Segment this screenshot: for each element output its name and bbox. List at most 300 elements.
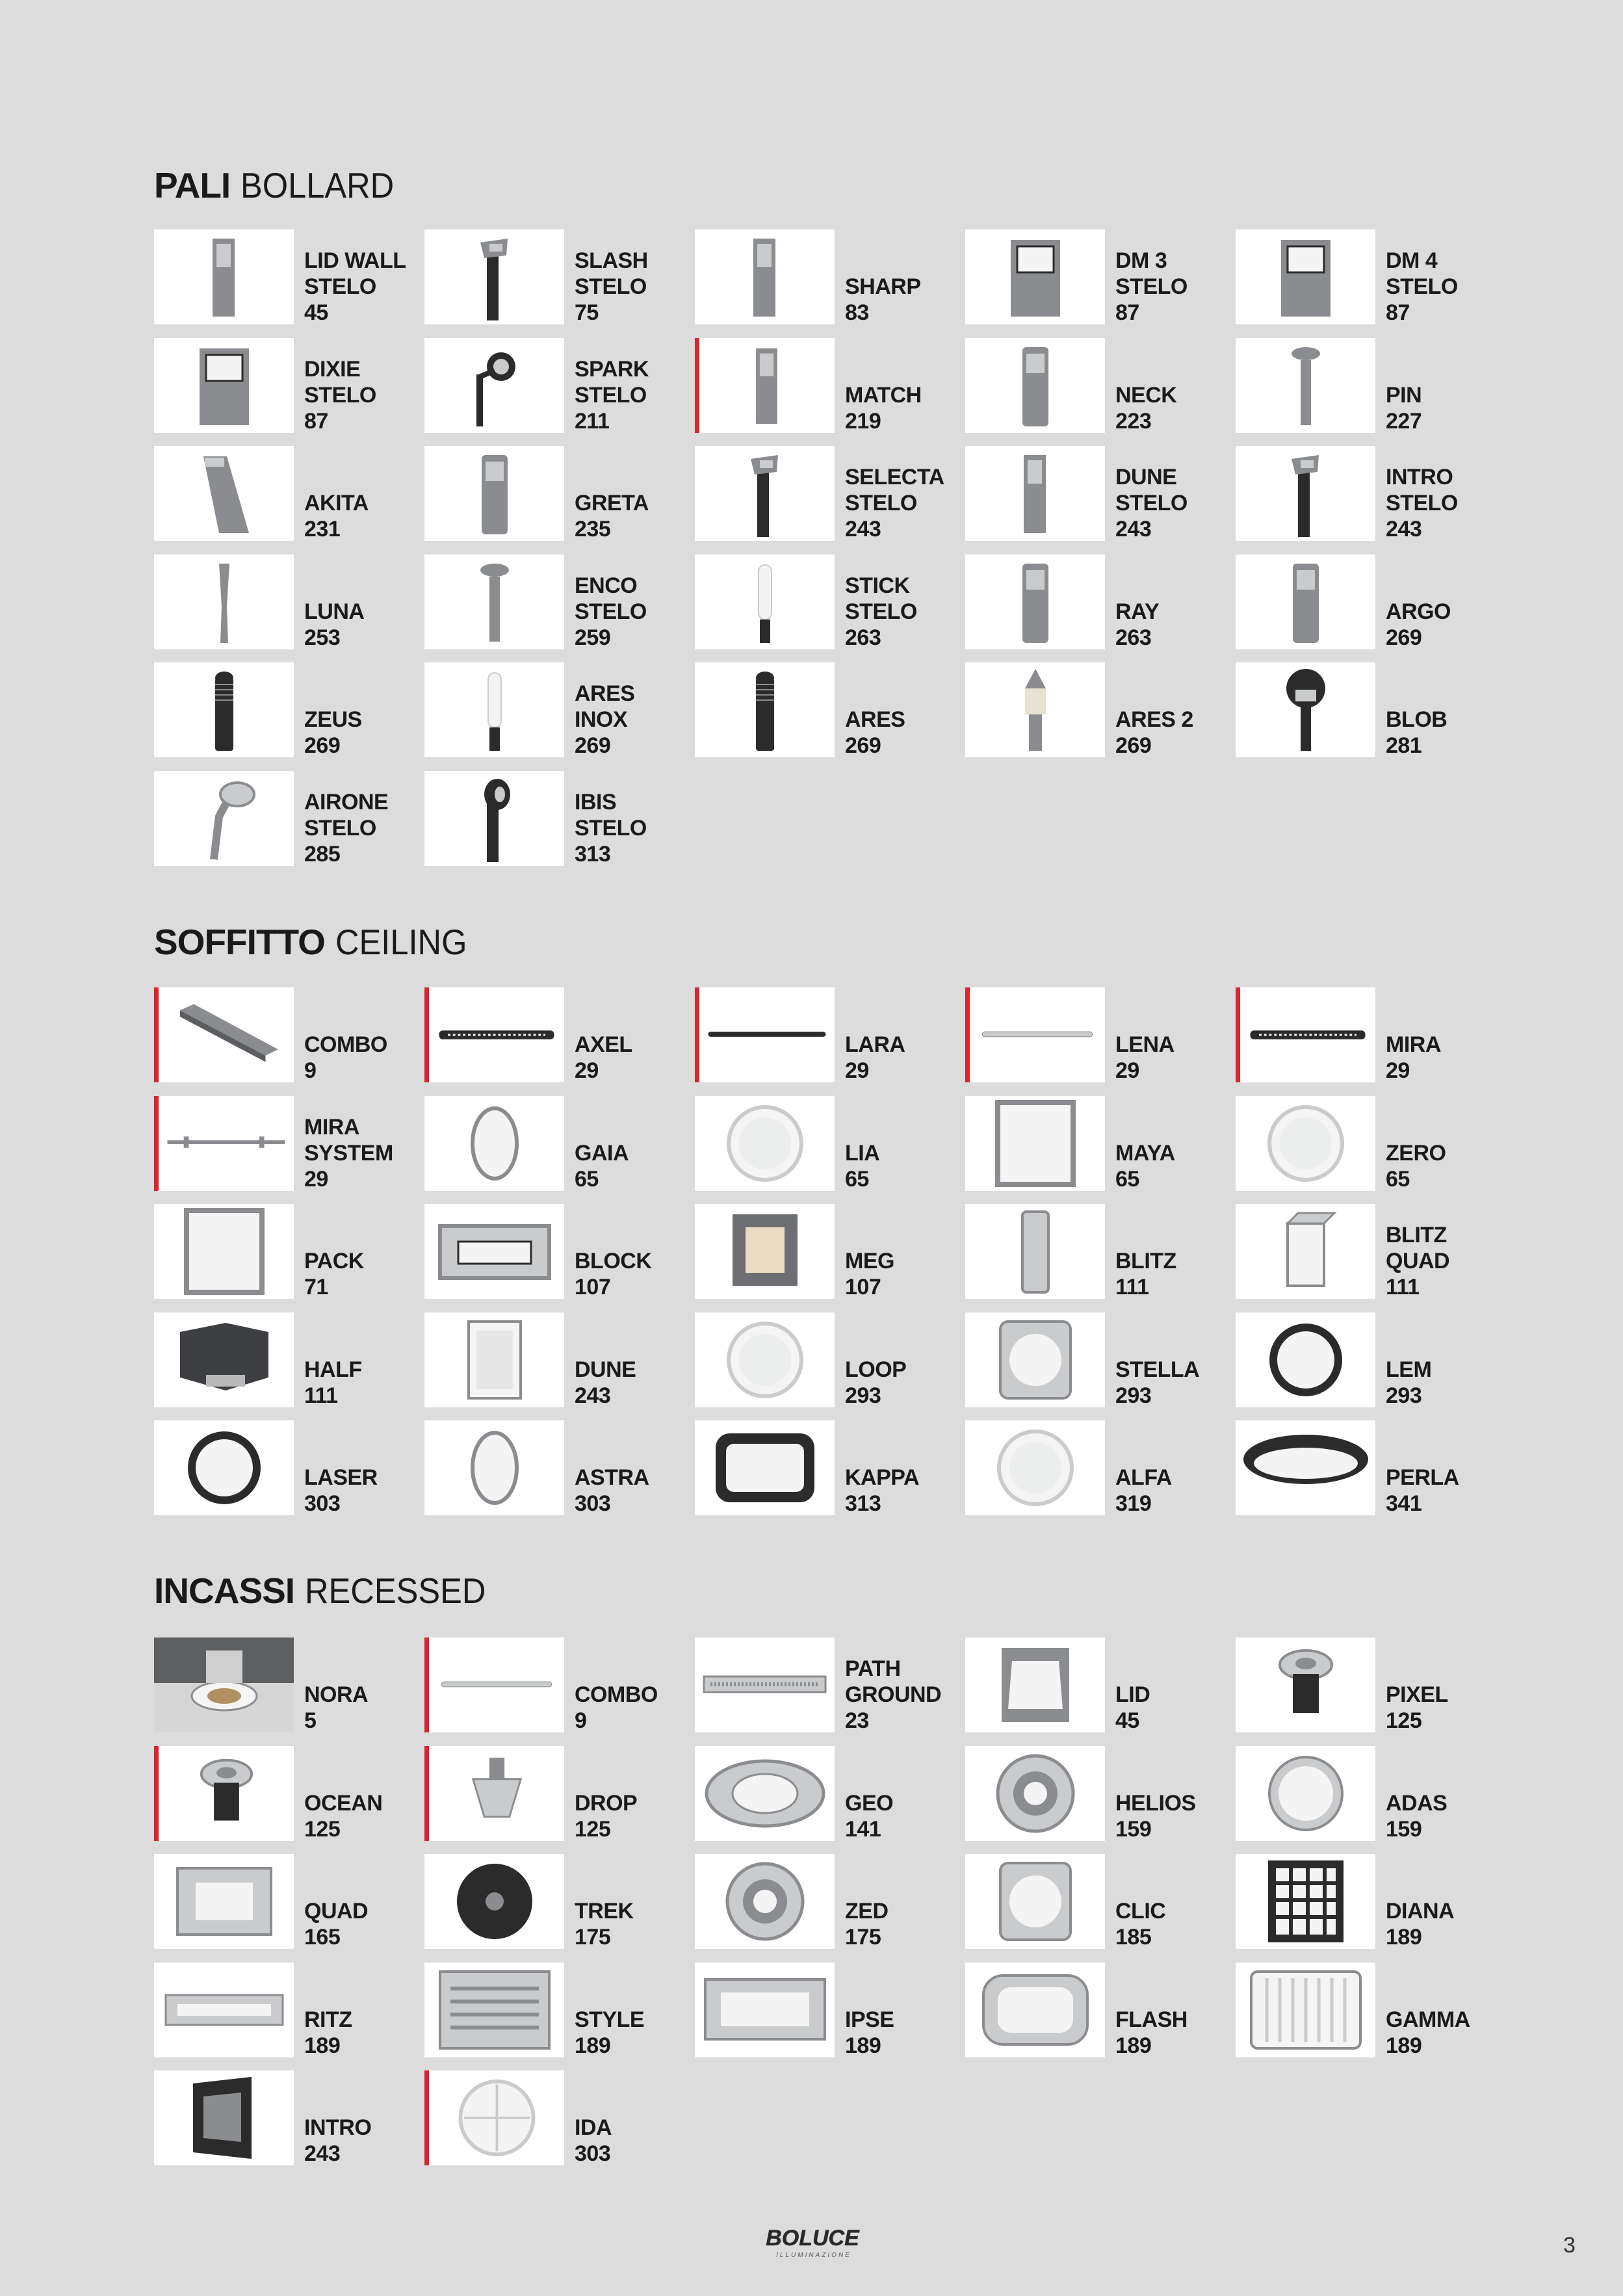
product-page: 253 (304, 625, 341, 650)
product-thumbnail (1236, 1746, 1375, 1841)
product-label (304, 1357, 362, 1409)
product-name: STELO (575, 382, 647, 408)
product-page: 259 (575, 625, 611, 650)
product-label (304, 707, 362, 759)
product-thumbnail (154, 987, 294, 1082)
product-item[interactable] (1236, 662, 1489, 757)
product-item[interactable] (154, 1312, 408, 1407)
product-label (304, 1465, 378, 1517)
product-item[interactable] (154, 2070, 408, 2165)
product-item[interactable] (154, 1637, 408, 1732)
product-name: STELO (1386, 274, 1458, 299)
product-thumbnail (424, 1963, 564, 2057)
logo-subtext: ILLUMINAZIONE (776, 2252, 851, 2259)
product-label (845, 707, 905, 759)
product-label (1115, 1682, 1150, 1734)
product-label (1115, 1140, 1175, 1192)
product-thumbnail (424, 1420, 564, 1515)
boluce-logo (754, 2223, 871, 2262)
product-label (575, 248, 648, 326)
product-thumbnail (424, 554, 564, 649)
product-label (575, 1682, 658, 1734)
product-thumbnail (424, 1204, 564, 1299)
product-name: TREK (575, 1899, 634, 1924)
page-number: 3 (1563, 2233, 1576, 2258)
product-page: 29 (1386, 1058, 1410, 1083)
product-name: GAIA (575, 1140, 629, 1166)
product-page: 125 (575, 1816, 611, 1842)
product-thumbnail (1236, 229, 1375, 324)
product-thumbnail (424, 229, 564, 324)
product-item[interactable] (154, 771, 408, 866)
product-name: STELO (845, 491, 917, 515)
product-label (845, 1790, 893, 1842)
product-label (845, 573, 917, 651)
product-item[interactable] (424, 554, 678, 649)
product-name: COMBO (575, 1682, 658, 1707)
product-name: ARES 2 (1115, 707, 1193, 732)
product-name: COMBO (304, 1032, 387, 1057)
product-page: 223 (1115, 408, 1152, 434)
product-name: NECK (1115, 382, 1177, 408)
product-item[interactable] (154, 1746, 408, 1841)
product-label (1386, 2007, 1470, 2059)
product-item[interactable] (965, 1420, 1219, 1515)
product-page: 269 (1115, 733, 1152, 758)
product-name: PATH (845, 1656, 901, 1681)
product-page: 65 (1386, 1166, 1410, 1192)
product-item[interactable] (1236, 338, 1489, 433)
product-label (1115, 1248, 1176, 1300)
product-item[interactable] (695, 554, 948, 649)
product-page: 243 (575, 1383, 611, 1408)
product-thumbnail (965, 1963, 1105, 2057)
product-name: AIRONE (304, 789, 389, 815)
product-page: 159 (1386, 1816, 1422, 1842)
product-thumbnail (965, 229, 1105, 324)
product-item[interactable] (1236, 987, 1489, 1082)
product-item[interactable] (1236, 1204, 1489, 1299)
product-item[interactable] (965, 1746, 1219, 1841)
product-item[interactable] (424, 1204, 678, 1299)
product-page: 269 (1386, 625, 1422, 650)
product-name: STYLE (575, 2007, 645, 2032)
product-name: LID WALL (304, 248, 406, 273)
product-thumbnail (695, 1096, 835, 1191)
product-item[interactable] (695, 1637, 948, 1732)
product-item[interactable] (154, 987, 408, 1082)
product-thumbnail (695, 1204, 835, 1299)
product-label (304, 1682, 368, 1734)
product-name: GAMMA (1386, 2007, 1470, 2032)
product-page: 29 (845, 1058, 869, 1083)
product-label (1115, 2007, 1188, 2059)
product-name: BLITZ (1115, 1249, 1176, 1273)
product-thumbnail (965, 1312, 1105, 1407)
product-label (1386, 1682, 1448, 1734)
product-item[interactable] (695, 1420, 948, 1515)
product-label (575, 1465, 649, 1517)
product-item[interactable] (695, 229, 948, 324)
section-title-en: CEILING (335, 922, 467, 962)
product-page: 29 (575, 1058, 599, 1083)
product-name: MATCH (845, 382, 922, 408)
product-thumbnail (1236, 446, 1375, 541)
product-page: 65 (1115, 1166, 1139, 1192)
product-item[interactable] (424, 2070, 678, 2165)
product-item[interactable] (695, 338, 948, 433)
product-name: SPARK (575, 356, 649, 382)
product-thumbnail (1236, 1204, 1375, 1299)
product-name: LIA (845, 1140, 880, 1166)
product-item[interactable] (424, 1096, 678, 1191)
product-page: 281 (1386, 733, 1422, 758)
product-item[interactable] (965, 554, 1219, 649)
product-thumbnail (695, 1637, 835, 1732)
product-label (575, 490, 649, 542)
product-thumbnail (695, 229, 835, 324)
product-thumbnail (424, 771, 564, 866)
product-thumbnail (1236, 1854, 1375, 1949)
product-page: 243 (1386, 517, 1422, 541)
product-item[interactable] (424, 1312, 678, 1407)
product-thumbnail (695, 1963, 835, 2057)
product-page: 45 (1115, 1708, 1139, 1733)
product-item[interactable] (965, 446, 1219, 541)
product-page: 29 (304, 1166, 328, 1192)
section-title-it: PALI (154, 165, 231, 205)
product-item[interactable] (154, 662, 408, 757)
product-page: 189 (845, 2033, 881, 2058)
product-item[interactable] (424, 987, 678, 1082)
product-item[interactable] (965, 662, 1219, 757)
product-name: DIXIE (304, 356, 361, 382)
product-item[interactable] (965, 1854, 1219, 1949)
product-label (1115, 1032, 1175, 1084)
product-name: STELO (1386, 491, 1458, 515)
product-thumbnail (1236, 1420, 1375, 1515)
product-thumbnail (965, 1420, 1105, 1515)
product-item[interactable] (154, 446, 408, 541)
product-name: LOOP (845, 1357, 907, 1382)
product-thumbnail (154, 2070, 294, 2165)
section-title-it: INCASSI (154, 1571, 295, 1611)
logo-text: BOLUCE (766, 2226, 859, 2250)
product-item[interactable] (695, 1096, 948, 1191)
product-label (304, 1248, 364, 1300)
product-name: AXEL (575, 1032, 632, 1057)
product-item[interactable] (965, 1963, 1219, 2057)
product-name: QUAD (304, 1899, 369, 1924)
product-name: STELLA (1115, 1357, 1200, 1382)
product-page: 65 (575, 1166, 599, 1192)
product-label (1115, 1898, 1165, 1950)
product-name: DM 3 (1115, 248, 1167, 273)
product-name: STICK (845, 573, 910, 598)
product-item[interactable] (424, 338, 678, 433)
product-item[interactable] (424, 446, 678, 541)
product-item[interactable] (154, 1854, 408, 1949)
product-label (845, 382, 922, 434)
product-name: QUAD (1386, 1249, 1450, 1273)
product-name: CLIC (1115, 1899, 1166, 1924)
product-item[interactable] (154, 1420, 408, 1515)
product-name: BLOB (1386, 707, 1448, 732)
product-page: 269 (304, 733, 341, 758)
product-label (845, 274, 921, 326)
product-label (845, 1140, 879, 1192)
product-name: RAY (1115, 599, 1160, 624)
product-name: ENCO (575, 573, 638, 598)
product-page: 159 (1115, 1816, 1152, 1842)
product-page: 87 (1386, 300, 1410, 325)
product-item[interactable] (424, 1854, 678, 1949)
product-page: 29 (1115, 1058, 1139, 1083)
section-title-en: BOLLARD (240, 165, 395, 205)
product-label (845, 1656, 941, 1734)
product-thumbnail (695, 987, 835, 1082)
product-item[interactable] (965, 338, 1219, 433)
product-thumbnail (1236, 554, 1375, 649)
product-thumbnail (424, 987, 564, 1082)
product-item[interactable] (154, 338, 408, 433)
product-label (575, 1032, 632, 1084)
product-name: NORA (304, 1682, 369, 1707)
product-thumbnail (965, 662, 1105, 757)
product-page: 87 (304, 408, 328, 434)
product-name: STELO (575, 815, 647, 841)
product-label (1115, 1465, 1172, 1517)
product-item[interactable] (424, 1420, 678, 1515)
product-name: GEO (845, 1790, 894, 1816)
product-item[interactable] (1236, 1420, 1489, 1515)
product-label (1115, 599, 1159, 651)
product-item[interactable] (1236, 446, 1489, 541)
product-label (1386, 707, 1447, 759)
product-name: PERLA (1386, 1465, 1459, 1490)
product-label (1115, 248, 1188, 326)
product-item[interactable] (695, 987, 948, 1082)
product-name: ZEUS (304, 707, 362, 732)
product-label (1115, 707, 1193, 759)
product-item[interactable] (154, 229, 408, 324)
product-item[interactable] (965, 1637, 1219, 1732)
product-thumbnail (965, 1746, 1105, 1841)
product-name: STELO (1115, 491, 1188, 515)
product-thumbnail (695, 1746, 835, 1841)
product-name: AKITA (304, 491, 369, 515)
product-label (1386, 1140, 1446, 1192)
product-name: OCEAN (304, 1790, 383, 1816)
product-thumbnail (154, 662, 294, 757)
section-title-it: SOFFITTO (154, 922, 325, 962)
product-item[interactable] (154, 1963, 408, 2057)
product-label (575, 1140, 629, 1192)
product-label (304, 789, 388, 867)
product-page: 263 (1115, 625, 1152, 650)
product-thumbnail (154, 1637, 294, 1732)
product-page: 243 (304, 2141, 341, 2166)
product-name: ZED (845, 1899, 889, 1924)
product-label (1386, 1790, 1447, 1842)
product-item[interactable] (695, 1312, 948, 1407)
product-item[interactable] (965, 229, 1219, 324)
product-item[interactable] (965, 1312, 1219, 1407)
product-item[interactable] (695, 1854, 948, 1949)
product-name: DUNE (575, 1357, 636, 1382)
product-item[interactable] (154, 554, 408, 649)
product-item[interactable] (695, 662, 948, 757)
product-name: PIN (1386, 382, 1422, 408)
product-item[interactable] (424, 771, 678, 866)
product-page: 189 (575, 2033, 611, 2058)
product-item[interactable] (1236, 554, 1489, 649)
product-page: 5 (304, 1708, 317, 1733)
product-page: 303 (575, 1491, 611, 1516)
product-page: 83 (845, 300, 869, 325)
product-thumbnail (1236, 662, 1375, 757)
product-item[interactable] (695, 1963, 948, 2057)
product-item[interactable] (154, 1204, 408, 1299)
product-label (575, 789, 647, 867)
product-thumbnail (965, 1096, 1105, 1191)
product-item[interactable] (424, 1746, 678, 1841)
product-name: LEM (1386, 1357, 1432, 1382)
product-label (845, 1465, 919, 1517)
product-thumbnail (965, 338, 1105, 433)
product-name: DIANA (1386, 1899, 1455, 1924)
product-label (845, 1898, 889, 1950)
product-thumbnail (154, 1746, 294, 1841)
product-item[interactable] (1236, 1963, 1489, 2057)
product-label (575, 1790, 637, 1842)
product-thumbnail (965, 987, 1105, 1082)
product-name: DUNE (1115, 465, 1177, 489)
product-thumbnail (154, 1204, 294, 1299)
product-thumbnail (424, 1854, 564, 1949)
product-item[interactable] (1236, 1746, 1489, 1841)
product-name: LARA (845, 1032, 905, 1057)
product-name: STELO (845, 599, 917, 624)
product-thumbnail (424, 1312, 564, 1407)
product-page: 189 (1386, 1925, 1422, 1950)
product-page: 125 (1386, 1708, 1422, 1733)
product-item[interactable] (424, 1637, 678, 1732)
product-label (304, 248, 406, 326)
product-name: PACK (304, 1249, 364, 1273)
product-thumbnail (1236, 1312, 1375, 1407)
product-label (304, 1032, 387, 1084)
product-label (845, 1032, 905, 1084)
product-page: 293 (1386, 1383, 1422, 1408)
product-item[interactable] (695, 1746, 948, 1841)
product-page: 189 (304, 2033, 341, 2058)
product-thumbnail (424, 446, 564, 541)
product-thumbnail (1236, 338, 1375, 433)
product-thumbnail (424, 1746, 564, 1841)
product-thumbnail (965, 554, 1105, 649)
product-label (304, 490, 369, 542)
product-item[interactable] (1236, 229, 1489, 324)
product-page: 231 (304, 517, 341, 541)
product-name: INOX (575, 707, 628, 732)
product-name: LUNA (304, 599, 365, 624)
product-item[interactable] (965, 1096, 1219, 1191)
product-name: MIRA (1386, 1032, 1441, 1057)
product-name: LID (1115, 1682, 1150, 1707)
product-label (1115, 464, 1188, 542)
product-label (575, 1248, 651, 1300)
product-label (1115, 1790, 1196, 1842)
product-name: ASTRA (575, 1465, 649, 1490)
product-page: 189 (1386, 2033, 1422, 2058)
product-item[interactable] (695, 1204, 948, 1299)
product-item[interactable] (154, 1096, 408, 1191)
product-label (1115, 1357, 1199, 1409)
product-name: ZERO (1386, 1140, 1446, 1166)
product-page: 211 (575, 408, 610, 434)
product-page: 263 (845, 625, 881, 650)
product-item[interactable] (1236, 1312, 1489, 1407)
product-item[interactable] (965, 1204, 1219, 1299)
product-name: BLOCK (575, 1249, 652, 1273)
product-page: 125 (304, 1816, 341, 1842)
product-page: 111 (1386, 1275, 1420, 1299)
product-page: 107 (575, 1275, 611, 1299)
product-item[interactable] (1236, 1854, 1489, 1949)
product-label (1386, 1898, 1454, 1950)
product-name: ARES (575, 681, 635, 706)
product-thumbnail (695, 446, 835, 541)
product-item[interactable] (424, 662, 678, 757)
product-page: 303 (575, 2141, 611, 2166)
product-page: 219 (845, 408, 881, 434)
product-name: SYSTEM (304, 1140, 393, 1166)
product-name: INTRO (304, 2115, 372, 2140)
product-item[interactable] (1236, 1637, 1489, 1732)
product-page: 9 (304, 1058, 317, 1083)
product-page: 313 (845, 1491, 881, 1516)
product-name: DM 4 (1386, 248, 1438, 273)
product-item[interactable] (695, 446, 948, 541)
product-name: LENA (1115, 1032, 1175, 1057)
product-thumbnail (695, 662, 835, 757)
product-label (304, 2115, 371, 2167)
product-label (1386, 599, 1451, 651)
product-page: 285 (304, 841, 341, 867)
product-label (304, 599, 364, 651)
product-label (1386, 1357, 1431, 1409)
product-thumbnail (695, 1312, 835, 1407)
product-page: 107 (845, 1275, 881, 1299)
product-item[interactable] (965, 987, 1219, 1082)
product-name: SLASH (575, 248, 648, 273)
product-thumbnail (154, 1096, 294, 1191)
product-page: 293 (845, 1383, 881, 1408)
product-item[interactable] (424, 229, 678, 324)
product-name: HALF (304, 1357, 362, 1382)
product-name: IPSE (845, 2007, 894, 2032)
product-name: DROP (575, 1790, 638, 1816)
product-page: 227 (1386, 408, 1422, 434)
product-thumbnail (695, 1420, 835, 1515)
product-item[interactable] (424, 1963, 678, 2057)
product-item[interactable] (1236, 1096, 1489, 1191)
product-page: 111 (304, 1383, 338, 1408)
section-title (154, 1571, 502, 1610)
product-thumbnail (154, 771, 294, 866)
product-name: MEG (845, 1249, 894, 1273)
